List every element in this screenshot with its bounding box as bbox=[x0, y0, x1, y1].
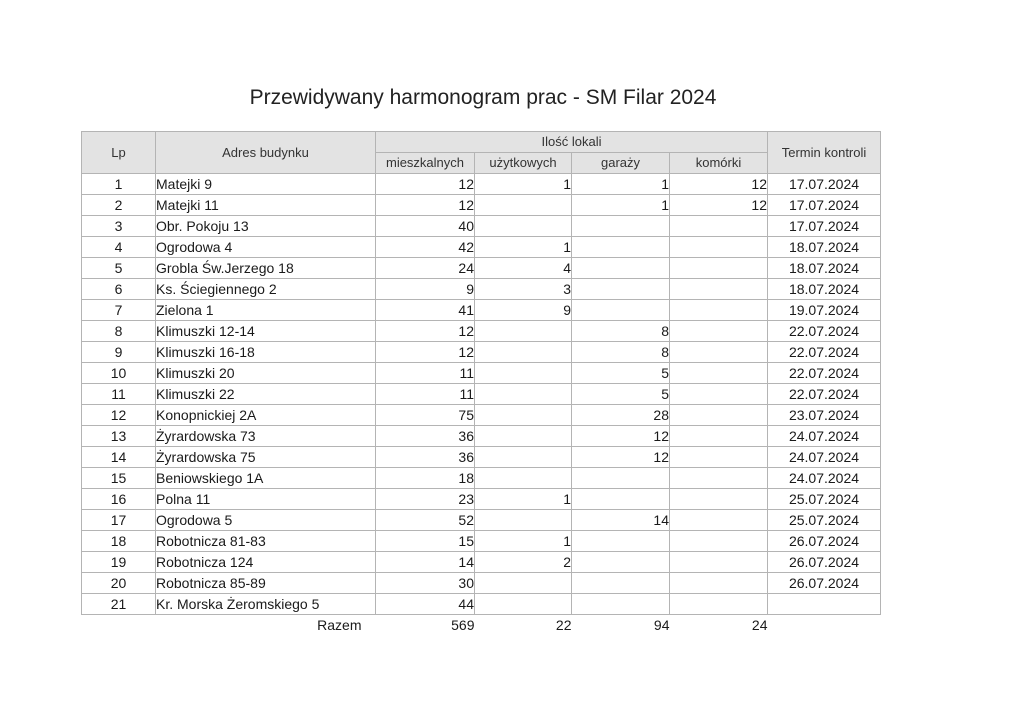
cell-inspection-date: 24.07.2024 bbox=[768, 468, 881, 489]
cell-lp: 16 bbox=[82, 489, 156, 510]
cell-garages bbox=[572, 594, 670, 615]
cell-commercial bbox=[475, 594, 572, 615]
cell-garages: 28 bbox=[572, 405, 670, 426]
cell-residential: 12 bbox=[376, 321, 475, 342]
cell-address: Obr. Pokoju 13 bbox=[156, 216, 376, 237]
header-residential: mieszkalnych bbox=[376, 153, 475, 174]
cell-residential: 75 bbox=[376, 405, 475, 426]
cell-lp: 7 bbox=[82, 300, 156, 321]
cell-storage bbox=[670, 552, 768, 573]
cell-commercial: 9 bbox=[475, 300, 572, 321]
cell-address: Polna 11 bbox=[156, 489, 376, 510]
cell-storage bbox=[670, 216, 768, 237]
cell-address: Grobla Św.Jerzego 18 bbox=[156, 258, 376, 279]
cell-address: Klimuszki 16-18 bbox=[156, 342, 376, 363]
cell-lp: 6 bbox=[82, 279, 156, 300]
cell-commercial: 1 bbox=[475, 174, 572, 195]
table-row bbox=[82, 195, 881, 216]
cell-garages: 8 bbox=[572, 321, 670, 342]
cell-commercial: 3 bbox=[475, 279, 572, 300]
cell-commercial: 1 bbox=[475, 531, 572, 552]
cell-commercial: 1 bbox=[475, 237, 572, 258]
table-row bbox=[82, 594, 881, 615]
cell-inspection-date: 17.07.2024 bbox=[768, 195, 881, 216]
cell-storage bbox=[670, 258, 768, 279]
cell-inspection-date: 18.07.2024 bbox=[768, 258, 881, 279]
cell-garages bbox=[572, 300, 670, 321]
cell-lp: 13 bbox=[82, 426, 156, 447]
cell-residential: 14 bbox=[376, 552, 475, 573]
cell-address: Klimuszki 20 bbox=[156, 363, 376, 384]
cell-lp: 15 bbox=[82, 468, 156, 489]
cell-address: Żyrardowska 73 bbox=[156, 426, 376, 447]
cell-garages: 5 bbox=[572, 384, 670, 405]
cell-storage bbox=[670, 300, 768, 321]
cell-inspection-date: 24.07.2024 bbox=[768, 426, 881, 447]
table-row bbox=[82, 174, 881, 195]
total-storage: 24 bbox=[751, 617, 768, 633]
cell-garages bbox=[572, 573, 670, 594]
table-row bbox=[82, 384, 881, 405]
cell-commercial bbox=[475, 321, 572, 342]
cell-storage bbox=[670, 405, 768, 426]
cell-garages bbox=[572, 489, 670, 510]
cell-garages bbox=[572, 552, 670, 573]
cell-address: Robotnicza 81-83 bbox=[156, 531, 376, 552]
cell-commercial bbox=[475, 573, 572, 594]
cell-address: Klimuszki 22 bbox=[156, 384, 376, 405]
table-row bbox=[82, 300, 881, 321]
schedule-table bbox=[81, 131, 881, 635]
table-footer bbox=[82, 615, 881, 636]
cell-commercial bbox=[475, 384, 572, 405]
cell-commercial: 2 bbox=[475, 552, 572, 573]
cell-storage bbox=[670, 594, 768, 615]
cell-storage bbox=[670, 531, 768, 552]
cell-inspection-date: 24.07.2024 bbox=[768, 447, 881, 468]
table-row bbox=[82, 531, 881, 552]
cell-lp: 18 bbox=[82, 531, 156, 552]
cell-garages: 5 bbox=[572, 363, 670, 384]
cell-address: Matejki 9 bbox=[156, 174, 376, 195]
cell-storage: 12 bbox=[670, 195, 768, 216]
cell-commercial bbox=[475, 468, 572, 489]
cell-address: Ogrodowa 5 bbox=[156, 510, 376, 531]
cell-address: Kr. Morska Żeromskiego 5 bbox=[156, 594, 376, 615]
cell-storage: 12 bbox=[670, 174, 768, 195]
cell-lp: 21 bbox=[82, 594, 156, 615]
cell-lp: 9 bbox=[82, 342, 156, 363]
cell-lp: 12 bbox=[82, 405, 156, 426]
cell-storage bbox=[670, 573, 768, 594]
header-address: Adres budynku bbox=[156, 132, 376, 174]
cell-residential: 12 bbox=[376, 195, 475, 216]
cell-garages bbox=[572, 531, 670, 552]
cell-inspection-date: 17.07.2024 bbox=[768, 174, 881, 195]
cell-garages: 12 bbox=[572, 426, 670, 447]
cell-storage bbox=[670, 510, 768, 531]
cell-inspection-date: 26.07.2024 bbox=[768, 552, 881, 573]
cell-residential: 12 bbox=[376, 342, 475, 363]
cell-storage bbox=[670, 321, 768, 342]
header-storage: komórki bbox=[670, 153, 768, 174]
cell-storage bbox=[670, 426, 768, 447]
header-garages: garaży bbox=[572, 153, 670, 174]
cell-inspection-date: 25.07.2024 bbox=[768, 510, 881, 531]
cell-lp: 19 bbox=[82, 552, 156, 573]
cell-address: Ogrodowa 4 bbox=[156, 237, 376, 258]
cell-address: Zielona 1 bbox=[156, 300, 376, 321]
cell-storage bbox=[670, 363, 768, 384]
cell-commercial: 4 bbox=[475, 258, 572, 279]
cell-address: Robotnicza 124 bbox=[156, 552, 376, 573]
cell-garages: 1 bbox=[572, 174, 670, 195]
cell-inspection-date: 17.07.2024 bbox=[768, 216, 881, 237]
cell-residential: 36 bbox=[376, 447, 475, 468]
cell-lp: 20 bbox=[82, 573, 156, 594]
cell-garages bbox=[572, 258, 670, 279]
cell-garages bbox=[572, 216, 670, 237]
cell-residential: 42 bbox=[376, 237, 475, 258]
cell-lp: 2 bbox=[82, 195, 156, 216]
cell-inspection-date: 18.07.2024 bbox=[768, 279, 881, 300]
cell-storage bbox=[670, 279, 768, 300]
table-row bbox=[82, 237, 881, 258]
cell-residential: 23 bbox=[376, 489, 475, 510]
cell-address: Ks. Ściegiennego 2 bbox=[156, 279, 376, 300]
header-commercial: użytkowych bbox=[475, 153, 572, 174]
table-row bbox=[82, 279, 881, 300]
cell-storage bbox=[670, 489, 768, 510]
table-row bbox=[82, 216, 881, 237]
table-row bbox=[82, 405, 881, 426]
cell-lp: 8 bbox=[82, 321, 156, 342]
cell-lp: 3 bbox=[82, 216, 156, 237]
table-row bbox=[82, 363, 881, 384]
cell-inspection-date: 23.07.2024 bbox=[768, 405, 881, 426]
page-title: Przewidywany harmonogram prac - SM Filar 2024 bbox=[249, 86, 717, 109]
total-commercial: 22 bbox=[555, 617, 572, 633]
cell-lp: 11 bbox=[82, 384, 156, 405]
cell-garages bbox=[572, 279, 670, 300]
totals-row bbox=[82, 615, 881, 636]
cell-inspection-date: 25.07.2024 bbox=[768, 489, 881, 510]
cell-garages: 12 bbox=[572, 447, 670, 468]
table-header bbox=[82, 132, 881, 174]
cell-residential: 44 bbox=[376, 594, 475, 615]
cell-commercial bbox=[475, 405, 572, 426]
table-row bbox=[82, 426, 881, 447]
table-row bbox=[82, 510, 881, 531]
header-lp: Lp bbox=[82, 132, 156, 174]
cell-commercial bbox=[475, 426, 572, 447]
cell-commercial bbox=[475, 363, 572, 384]
cell-garages bbox=[572, 237, 670, 258]
cell-address: Beniowskiego 1A bbox=[156, 468, 376, 489]
cell-garages: 8 bbox=[572, 342, 670, 363]
table-row bbox=[82, 258, 881, 279]
table-row bbox=[82, 573, 881, 594]
cell-residential: 40 bbox=[376, 216, 475, 237]
table-row bbox=[82, 321, 881, 342]
header-units-group: Ilość lokali bbox=[376, 132, 768, 153]
cell-lp: 14 bbox=[82, 447, 156, 468]
cell-commercial bbox=[475, 342, 572, 363]
cell-inspection-date: 19.07.2024 bbox=[768, 300, 881, 321]
cell-lp: 1 bbox=[82, 174, 156, 195]
cell-residential: 52 bbox=[376, 510, 475, 531]
cell-inspection-date: 26.07.2024 bbox=[768, 573, 881, 594]
cell-residential: 12 bbox=[376, 174, 475, 195]
cell-residential: 9 bbox=[376, 279, 475, 300]
cell-commercial bbox=[475, 447, 572, 468]
cell-storage bbox=[670, 447, 768, 468]
table-row bbox=[82, 342, 881, 363]
cell-garages: 1 bbox=[572, 195, 670, 216]
cell-storage bbox=[670, 468, 768, 489]
table-row bbox=[82, 552, 881, 573]
cell-inspection-date: 18.07.2024 bbox=[768, 237, 881, 258]
cell-lp: 17 bbox=[82, 510, 156, 531]
cell-commercial: 1 bbox=[475, 489, 572, 510]
cell-residential: 18 bbox=[376, 468, 475, 489]
cell-commercial bbox=[475, 510, 572, 531]
cell-residential: 30 bbox=[376, 573, 475, 594]
cell-residential: 11 bbox=[376, 363, 475, 384]
cell-address: Klimuszki 12-14 bbox=[156, 321, 376, 342]
totals-label: Razem bbox=[317, 617, 362, 633]
cell-lp: 5 bbox=[82, 258, 156, 279]
table-row bbox=[82, 447, 881, 468]
cell-residential: 11 bbox=[376, 384, 475, 405]
cell-residential: 15 bbox=[376, 531, 475, 552]
cell-residential: 24 bbox=[376, 258, 475, 279]
cell-address: Robotnicza 85-89 bbox=[156, 573, 376, 594]
cell-inspection-date: 22.07.2024 bbox=[768, 321, 881, 342]
cell-garages bbox=[572, 468, 670, 489]
cell-storage bbox=[670, 342, 768, 363]
total-garages: 94 bbox=[653, 617, 670, 633]
cell-commercial bbox=[475, 195, 572, 216]
cell-residential: 41 bbox=[376, 300, 475, 321]
cell-inspection-date: 22.07.2024 bbox=[768, 342, 881, 363]
cell-residential: 36 bbox=[376, 426, 475, 447]
table-row bbox=[82, 468, 881, 489]
total-residential: 569 bbox=[451, 617, 475, 633]
cell-storage bbox=[670, 237, 768, 258]
table-row bbox=[82, 489, 881, 510]
table-body bbox=[82, 174, 881, 615]
cell-lp: 4 bbox=[82, 237, 156, 258]
cell-inspection-date bbox=[768, 594, 881, 615]
cell-garages: 14 bbox=[572, 510, 670, 531]
cell-inspection-date: 22.07.2024 bbox=[768, 363, 881, 384]
cell-commercial bbox=[475, 216, 572, 237]
cell-address: Konopnickiej 2A bbox=[156, 405, 376, 426]
cell-address: Matejki 11 bbox=[156, 195, 376, 216]
cell-inspection-date: 26.07.2024 bbox=[768, 531, 881, 552]
header-inspection-date: Termin kontroli bbox=[768, 132, 881, 174]
cell-storage bbox=[670, 384, 768, 405]
cell-address: Żyrardowska 75 bbox=[156, 447, 376, 468]
cell-inspection-date: 22.07.2024 bbox=[768, 384, 881, 405]
cell-lp: 10 bbox=[82, 363, 156, 384]
